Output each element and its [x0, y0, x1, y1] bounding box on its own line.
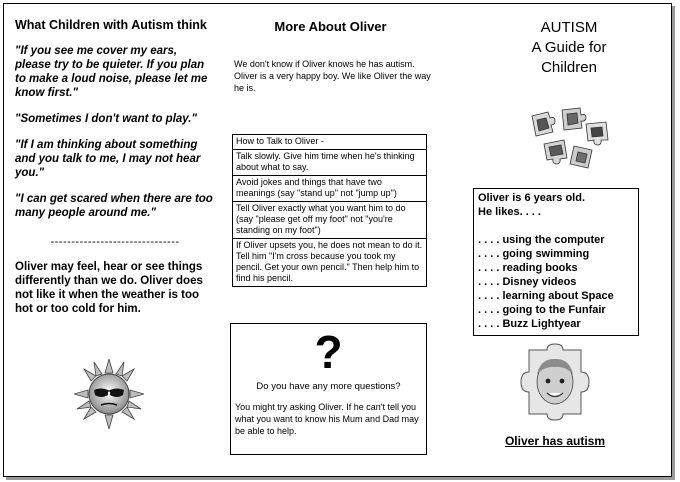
quote-scared: "I can get scared when there are too many people around me." [15, 193, 213, 219]
oliver-photo-puzzle-icon [519, 342, 591, 422]
questions-prompt: Do you have any more questions? [256, 381, 401, 392]
quote-thinking: "If I am thinking about something and you talk to me, I may not hear you." [15, 139, 201, 179]
talk-table-header: How to Talk to Oliver - [236, 136, 324, 146]
middle-column [229, 4, 432, 436]
list-item: . . . . learning about Space [478, 290, 614, 302]
oliver-has-autism-caption: Oliver has autism [504, 434, 606, 448]
left-column [15, 4, 215, 316]
title-children: Children [541, 59, 597, 76]
likes-intro: He likes. . . . [478, 206, 541, 218]
how-to-talk-table [232, 134, 427, 287]
oliver-likes-box [473, 188, 639, 336]
question-mark-icon: ? [314, 326, 343, 378]
talk-tip-row: Tell Oliver exactly what you want him to do (say "please get off my foot" not "you're standing on my foot") [233, 201, 426, 238]
list-item: . . . . reading books [478, 262, 578, 274]
list-item: . . . . using the computer [478, 234, 605, 246]
puzzle-pieces-icon [524, 106, 614, 174]
title-guide: A Guide for [531, 39, 607, 56]
talk-tip-row: If Oliver upsets you, he does not mean to do it. Tell him "I'm cross because you took my pencil. Get your own pencil." Then help him to find his pencil. [233, 238, 426, 286]
talk-tip-row: Avoid jokes and things that have two meanings (say "stand up" not "jump up") [233, 175, 426, 201]
quote-play: "Sometimes I don't want to play." [15, 113, 197, 125]
list-item: . . . . Buzz Lightyear [478, 318, 581, 330]
sun-with-sunglasses-icon [74, 359, 144, 429]
divider-dashes: ------------------------------- [50, 236, 180, 248]
senses-paragraph: Oliver may feel, hear or see things differently than we do. Oliver does not like it when the weather is too hot or too cold for him. [15, 261, 203, 315]
likes-list [478, 233, 634, 331]
quote-ears: "If you see me cover my ears, please try to be quieter. If you plan to make a loud noise, please let me know first." [15, 45, 208, 99]
list-item: . . . . going to the Funfair [478, 304, 606, 316]
talk-tip-row: Talk slowly. Give him time when he's thinking about what to say. [233, 149, 426, 175]
list-item: . . . . going swimming [478, 248, 590, 260]
middle-heading: More About Oliver [274, 19, 387, 34]
oliver-age: Oliver is 6 years old. [478, 192, 586, 204]
left-heading: What Children with Autism think [15, 18, 207, 32]
intro-paragraph: We don't know if Oliver knows he has autism. Oliver is a very happy boy. We like Oliver the way he is. [234, 59, 431, 93]
questions-box [230, 323, 427, 455]
right-column [469, 4, 669, 448]
questions-note: You might try asking Oliver. If he can't tell you what you want to know his Mum and Dad may be able to help. [235, 402, 419, 436]
title-autism: AUTISM [540, 19, 598, 36]
leaflet-page [3, 3, 672, 477]
list-item: . . . . Disney videos [478, 276, 577, 288]
